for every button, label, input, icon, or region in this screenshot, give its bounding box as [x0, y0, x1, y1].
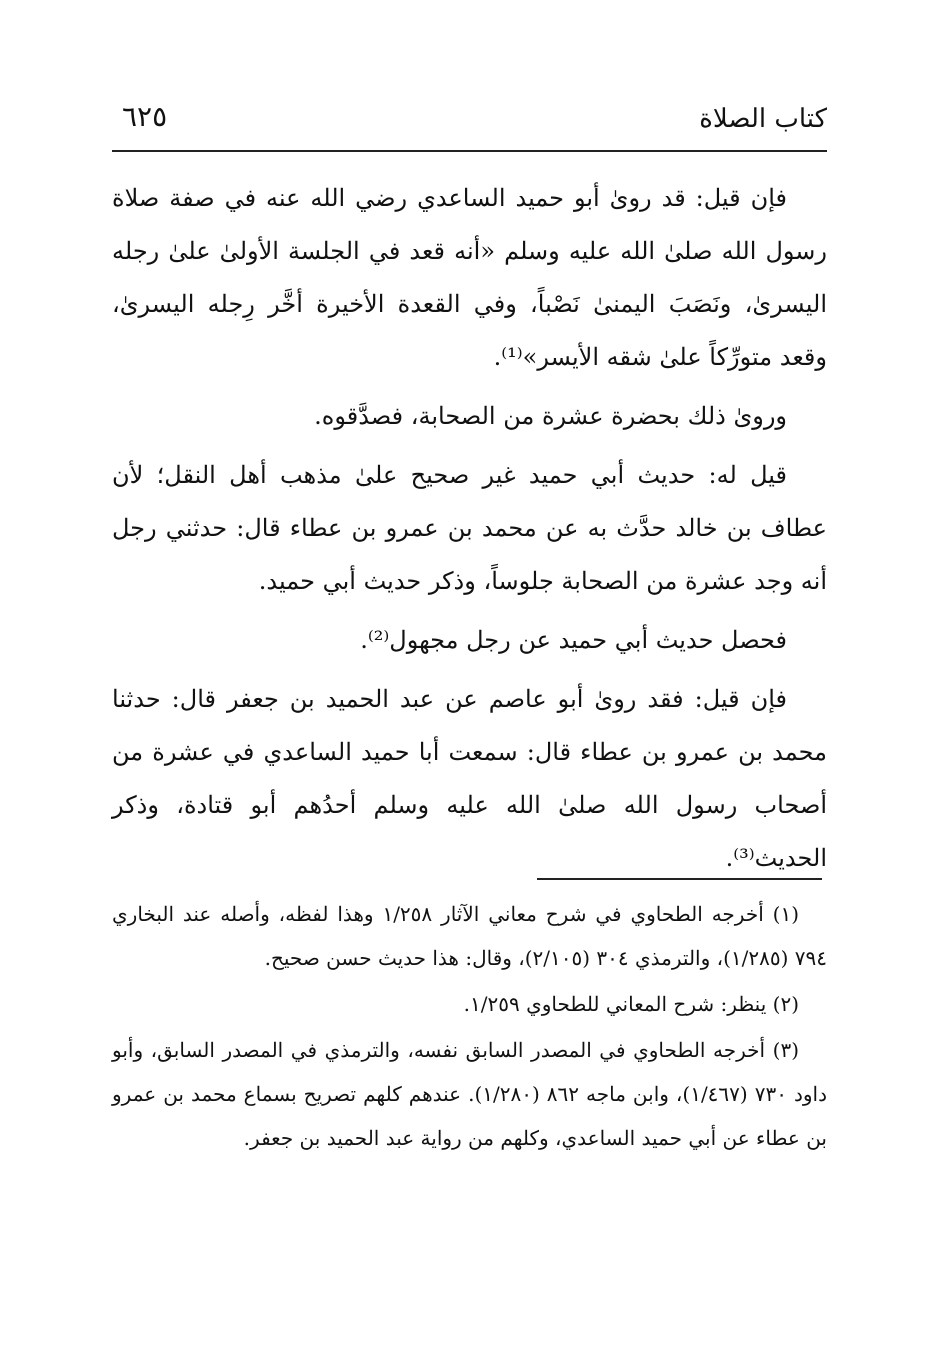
- page-header: [112, 98, 827, 142]
- paragraph: وروىٰ ذلك بحضرة عشرة من الصحابة، فصدَّقوه.: [314, 402, 787, 430]
- header-divider: [112, 150, 827, 152]
- paragraph: فإن قيل: فقد روىٰ أبو عاصم عن عبد الحميد بن جعفر قال: حدثنا محمد بن عمرو بن عطاء قال: سمعت أبا حميد الساعدي في عشرة من أصحاب رسول الله صلىٰ الله عليه وسلم أحدُهم أبو قتادة، وذكر الحديث⁽³⁾.: [112, 685, 827, 872]
- paragraph: فإن قيل: قد روىٰ أبو حميد الساعدي رضي الله عنه في صفة صلاة رسول الله صلىٰ الله عليه وسلم «أنه قعد في الجلسة الأولىٰ علىٰ رجله اليسرىٰ، ونَصَبَ اليمنىٰ نَصْباً، وفي القعدة الأخيرة أخَّر رِجله اليسرىٰ، وقعد متورِّكاً علىٰ شقه الأيسر»⁽¹⁾.: [112, 184, 827, 371]
- main-text: [112, 172, 827, 891]
- footnote: (٣) أخرجه الطحاوي في المصدر السابق نفسه، والترمذي في المصدر السابق، وأبو داود ٧٣٠ (١/٤٦٧)، وابن ماجه ٨٦٢ (١/٢٨٠). عندهم كلهم تصريح بسماع محمد بن عمرو بن عطاء عن أبي حميد الساعدي، وكلهم من رواية عبد الحميد بن جعفر.: [112, 1038, 827, 1150]
- paragraph: فحصل حديث أبي حميد عن رجل مجهول⁽²⁾.: [360, 626, 787, 654]
- footnote: (٢) ينظر: شرح المعاني للطحاوي ١/٢٥٩.: [463, 992, 799, 1016]
- paragraph: قيل له: حديث أبي حميد غير صحيح علىٰ مذهب أهل النقل؛ لأن عطاف بن خالد حدَّث به عن محمد بن عمرو بن عطاء قال: حدثني رجل أنه وجد عشرة من الصحابة جلوساً، وذكر حديث أبي حميد.: [112, 461, 827, 595]
- footnote: (١) أخرجه الطحاوي في شرح معاني الآثار ١/٢٥٨ وهذا لفظه، وأصله عند البخاري ٧٩٤ (١/٢٨٥)، والترمذي ٣٠٤ (٢/١٠٥)، وقال: هذا حديث حسن صحيح.: [112, 902, 827, 970]
- page-number: ٦٢٥: [122, 100, 168, 133]
- footnote-divider: [537, 878, 822, 880]
- running-title: كتاب الصلاة: [699, 104, 827, 134]
- footnotes: [112, 892, 827, 1162]
